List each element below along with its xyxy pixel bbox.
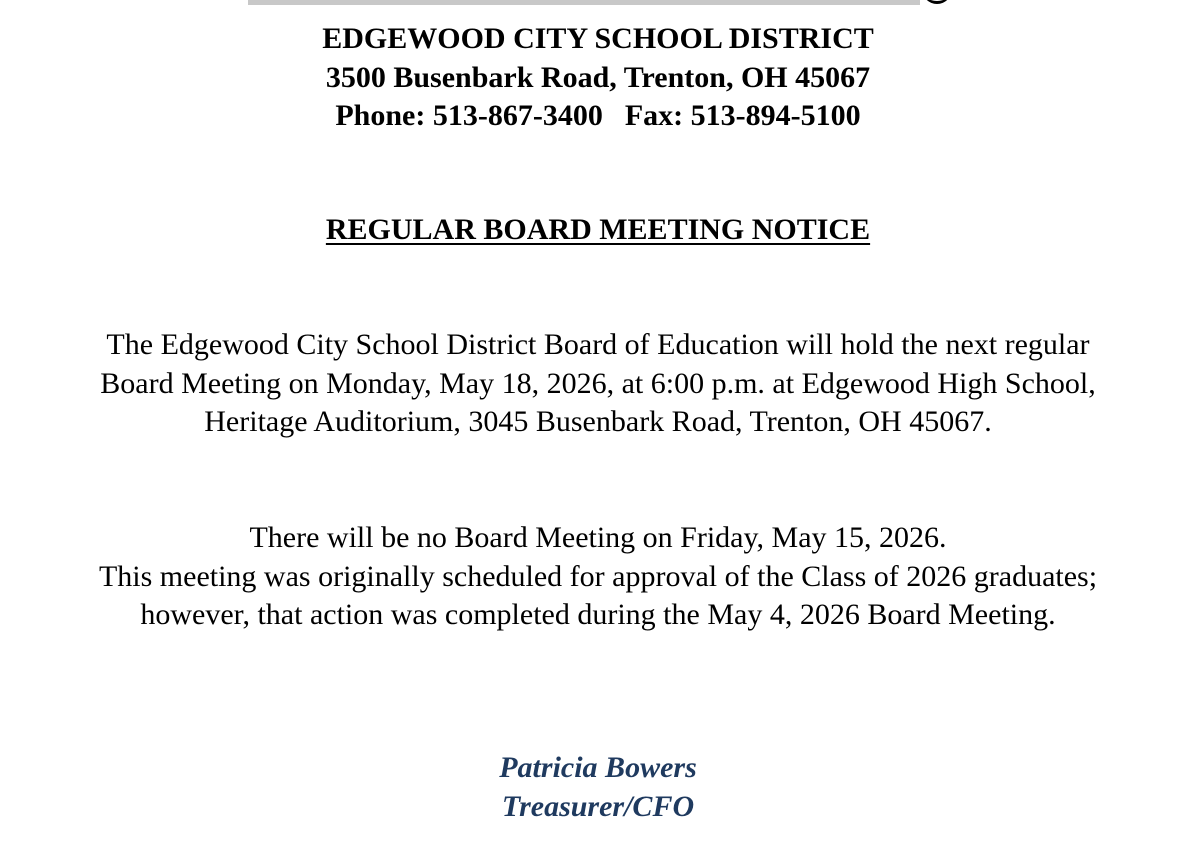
signatory-name: Patricia Bowers bbox=[499, 751, 697, 784]
letterhead bbox=[0, 20, 1196, 136]
header-rule bbox=[248, 0, 920, 5]
phone-number: Phone: 513-867-3400 bbox=[335, 99, 603, 132]
fax-number: Fax: 513-894-5100 bbox=[624, 99, 861, 132]
paragraph-line: however, that action was completed during the May 4, 2026 Board Meeting. bbox=[140, 598, 1056, 631]
paragraph-line: Heritage Auditorium, 3045 Busenbark Road, Trenton, OH 45067. bbox=[204, 405, 992, 438]
district-contact bbox=[0, 97, 1196, 136]
cancellation-paragraph bbox=[0, 519, 1196, 635]
notice-title bbox=[0, 211, 1196, 249]
district-address: 3500 Busenbark Road, Trenton, OH 45067 bbox=[325, 60, 871, 94]
paragraph-line: The Edgewood City School District Board of Education will hold the next regular bbox=[106, 328, 1090, 361]
letterhead-logo-fragment bbox=[922, 0, 952, 4]
meeting-announcement-paragraph bbox=[0, 326, 1196, 442]
notice-title-text: REGULAR BOARD MEETING NOTICE bbox=[325, 213, 871, 246]
district-name: EDGEWOOD CITY SCHOOL DISTRICT bbox=[322, 22, 874, 55]
signature-block bbox=[0, 749, 1196, 826]
paragraph-line: There will be no Board Meeting on Friday, May 15, 2026. bbox=[249, 521, 947, 554]
signatory-title: Treasurer/CFO bbox=[501, 789, 695, 823]
paragraph-line: This meeting was originally scheduled for approval of the Class of 2026 graduates; bbox=[98, 559, 1098, 593]
paragraph-line: Board Meeting on Monday, May 18, 2026, at 6:00 p.m. at Edgewood High School, bbox=[100, 366, 1096, 400]
